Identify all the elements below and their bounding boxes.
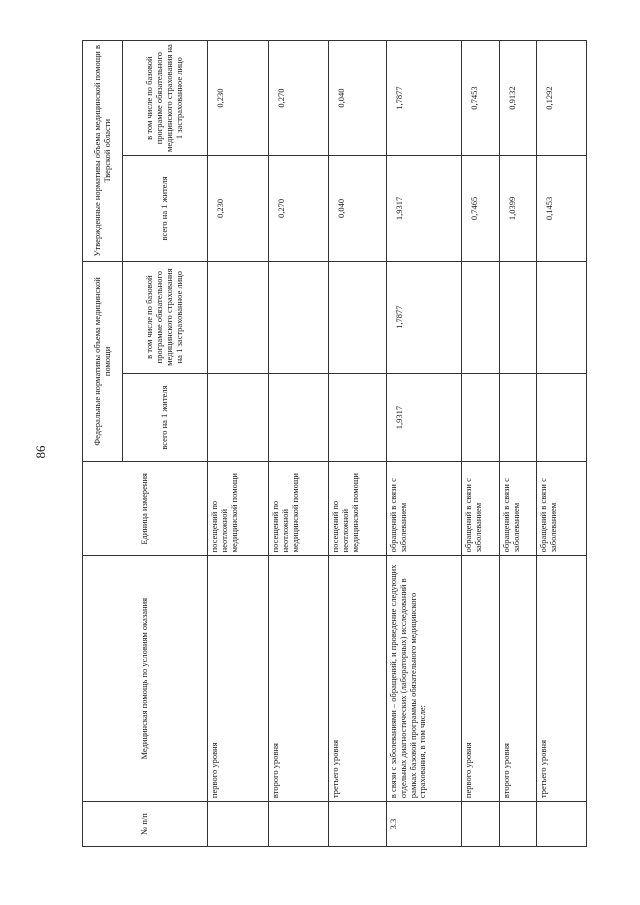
cell-federal-per-resident — [537, 373, 587, 461]
cell-unit: посещений по неотложной медицинской помощи — [269, 462, 329, 556]
cell-approved-per-insured: 0,1292 — [537, 41, 587, 156]
page-number: 86 — [33, 445, 48, 459]
cell-care-type: первого уровня — [462, 556, 500, 802]
cell-approved-per-resident: 1,9317 — [387, 156, 462, 261]
cell-number — [462, 802, 500, 847]
header-approved-per-resident: всего на 1 жителя — [123, 156, 208, 261]
cell-approved-per-resident: 0,270 — [269, 156, 329, 261]
cell-unit: посещений по неотложной медицинской помощи — [208, 462, 269, 556]
cell-approved-per-resident: 0,7465 — [462, 156, 500, 261]
table-row — [387, 41, 462, 847]
medical-care-norms-table — [82, 40, 587, 847]
cell-number: 3.3 — [387, 802, 462, 847]
cell-number — [500, 802, 537, 847]
cell-federal-per-resident — [500, 373, 537, 461]
cell-unit: обращений в связи с заболеванием — [500, 462, 537, 556]
cell-federal-per-insured — [208, 261, 269, 373]
cell-care-type: первого уровня — [208, 556, 269, 802]
header-approved-per-insured: в том числе по базовой программе обязательного медицинского страхования на 1 застрахованное лицо — [123, 41, 208, 156]
cell-care-type: третьего уровня — [329, 556, 387, 802]
header-number: № п/п — [83, 802, 208, 847]
cell-federal-per-insured — [537, 261, 587, 373]
cell-unit: обращений в связи с заболеванием — [387, 462, 462, 556]
header-care-type: Медицинская помощь по условиям оказания — [83, 556, 208, 802]
cell-care-type: второго уровня — [269, 556, 329, 802]
table-row — [208, 41, 269, 847]
table-container — [82, 40, 586, 847]
cell-unit: обращений в связи с заболеванием — [462, 462, 500, 556]
cell-number — [329, 802, 387, 847]
cell-federal-per-resident — [208, 373, 269, 461]
table-row — [462, 41, 500, 847]
table-row — [500, 41, 537, 847]
cell-unit: посещений по неотложной медицинской помощи — [329, 462, 387, 556]
cell-approved-per-insured: 1,7877 — [387, 41, 462, 156]
cell-federal-per-resident: 1,9317 — [387, 373, 462, 461]
header-approved-norms: Утвержденные нормативы объема медицинской помощи в Тверской области — [83, 41, 123, 262]
cell-number — [269, 802, 329, 847]
cell-care-type: второго уровня — [500, 556, 537, 802]
header-federal-per-insured: в том числе по базовой программе обязательного медицинского страхования на 1 застрахованное лицо — [123, 261, 208, 373]
cell-approved-per-resident: 0,040 — [329, 156, 387, 261]
cell-federal-per-insured — [269, 261, 329, 373]
header-federal-norms: Федеральные нормативы объема медицинской помощи — [83, 261, 123, 462]
table-row — [329, 41, 387, 847]
cell-number — [537, 802, 587, 847]
cell-federal-per-resident — [269, 373, 329, 461]
cell-federal-per-insured — [500, 261, 537, 373]
cell-federal-per-resident — [462, 373, 500, 461]
cell-care-type: третьего уровня — [537, 556, 587, 802]
table-row — [269, 41, 329, 847]
header-federal-per-resident: всего на 1 жителя — [123, 373, 208, 461]
cell-approved-per-resident: 0,230 — [208, 156, 269, 261]
cell-federal-per-insured — [329, 261, 387, 373]
cell-number — [208, 802, 269, 847]
cell-approved-per-insured: 0,270 — [269, 41, 329, 156]
cell-federal-per-resident — [329, 373, 387, 461]
cell-approved-per-resident: 1,0399 — [500, 156, 537, 261]
cell-federal-per-insured — [462, 261, 500, 373]
cell-approved-per-insured: 0,230 — [208, 41, 269, 156]
cell-approved-per-resident: 0,1453 — [537, 156, 587, 261]
cell-unit: обращений в связи с заболеванием — [537, 462, 587, 556]
header-unit: Единица измерения — [83, 462, 208, 556]
table-row — [537, 41, 587, 847]
cell-federal-per-insured: 1,7877 — [387, 261, 462, 373]
cell-approved-per-insured: 0,9132 — [500, 41, 537, 156]
cell-approved-per-insured: 0,7453 — [462, 41, 500, 156]
cell-approved-per-insured: 0,040 — [329, 41, 387, 156]
cell-care-type: в связи с заболеваниями – обращений, и проведение следующих отдельных диагностических (лабораторных) исследований в рамках базовой программы обязательного медицинского страхования, в том числе: — [387, 556, 462, 802]
